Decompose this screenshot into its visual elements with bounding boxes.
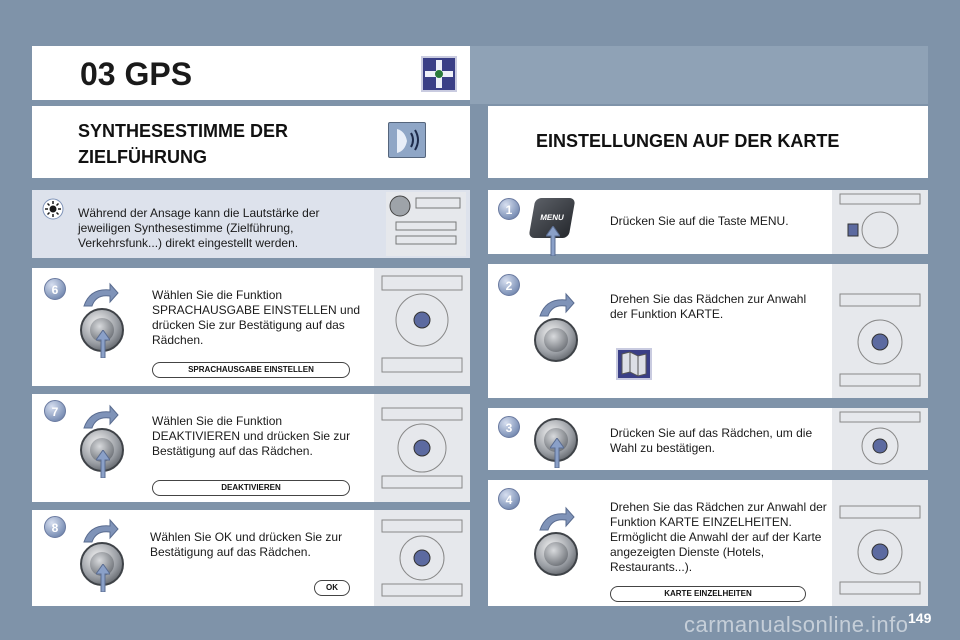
- info-text: Während der Ansage kann die Lautstärke der jeweiligen Synthesestimme (Zielführung, Verkehrsfunk...) direkt eingestellt werden.: [78, 206, 320, 250]
- option-pill-7: DEAKTIVIEREN: [152, 480, 350, 496]
- console-icon: [832, 264, 928, 398]
- step-number-7: 7: [44, 400, 66, 422]
- step-text-8: Wählen Sie OK und drücken Sie zur Bestätigung auf das Rädchen.: [150, 530, 343, 559]
- knob-icon: [534, 532, 578, 576]
- curved-arrow-icon: [80, 518, 120, 544]
- option-pill-6: SPRACHAUSGABE EINSTELLEN: [152, 362, 350, 378]
- step-text-1: Drücken Sie auf die Taste MENU.: [610, 214, 789, 228]
- page-number: 149: [908, 610, 932, 626]
- console-icon: [832, 480, 928, 606]
- right-heading: EINSTELLUNGEN AUF DER KARTE: [536, 131, 840, 151]
- push-arrow-icon: [96, 564, 110, 592]
- step-number-2: 2: [498, 274, 520, 296]
- menu-button-icon: MENU: [528, 198, 575, 238]
- push-arrow-icon: [96, 330, 110, 358]
- curved-arrow-icon: [80, 404, 120, 430]
- step-text-7: Wählen Sie die Funktion DEAKTIVIEREN und drücken Sie zur Bestätigung auf das Rädchen.: [152, 414, 351, 458]
- step-text-4: Drehen Sie das Rädchen zur Anwahl der Funktion KARTE EINZELHEITEN. Ermöglicht die Anwahl der auf der Karte angezeigten Dienste (Hotels, Restaurants...).: [610, 500, 827, 574]
- console-icon: [386, 192, 466, 256]
- push-arrow-icon: [550, 438, 564, 468]
- step-number-4: 4: [498, 488, 520, 510]
- curved-arrow-icon: [80, 282, 120, 308]
- curved-arrow-icon: [536, 506, 576, 532]
- step-text-3: Drücken Sie auf das Rädchen, um die Wahl zu bestätigen.: [610, 426, 813, 455]
- console-icon: [832, 190, 928, 254]
- sun-info-icon: [42, 198, 64, 220]
- console-icon: [832, 408, 928, 470]
- option-pill-4: KARTE EINZELHEITEN: [610, 586, 806, 602]
- step-text-6: Wählen Sie die Funktion SPRACHAUSGABE EINSTELLEN und drücken Sie zur Bestätigung auf das Rädchen.: [152, 288, 361, 347]
- step-number-6: 6: [44, 278, 66, 300]
- map-icon: [616, 348, 652, 380]
- step-number-8: 8: [44, 516, 66, 538]
- console-icon: [374, 510, 470, 606]
- curved-arrow-icon: [536, 292, 576, 318]
- topo-background: [470, 46, 928, 104]
- step-number-3: 3: [498, 416, 520, 438]
- page-title: 03 GPS: [80, 56, 193, 92]
- push-arrow-icon: [96, 450, 110, 478]
- watermark: carmanualsonline.info: [684, 612, 909, 637]
- left-heading: SYNTHESESTIMME DER ZIELFÜHRUNG: [78, 121, 289, 167]
- console-icon: [374, 268, 470, 386]
- voice-speaker-icon: [388, 122, 426, 158]
- step-text-2: Drehen Sie das Rädchen zur Anwahl der Funktion KARTE.: [610, 292, 807, 321]
- knob-icon: [534, 318, 578, 362]
- step-number-1: 1: [498, 198, 520, 220]
- gps-crossroads-icon: [421, 56, 457, 92]
- option-pill-8: OK: [314, 580, 350, 596]
- push-arrow-icon: [546, 226, 560, 256]
- console-icon: [374, 394, 470, 502]
